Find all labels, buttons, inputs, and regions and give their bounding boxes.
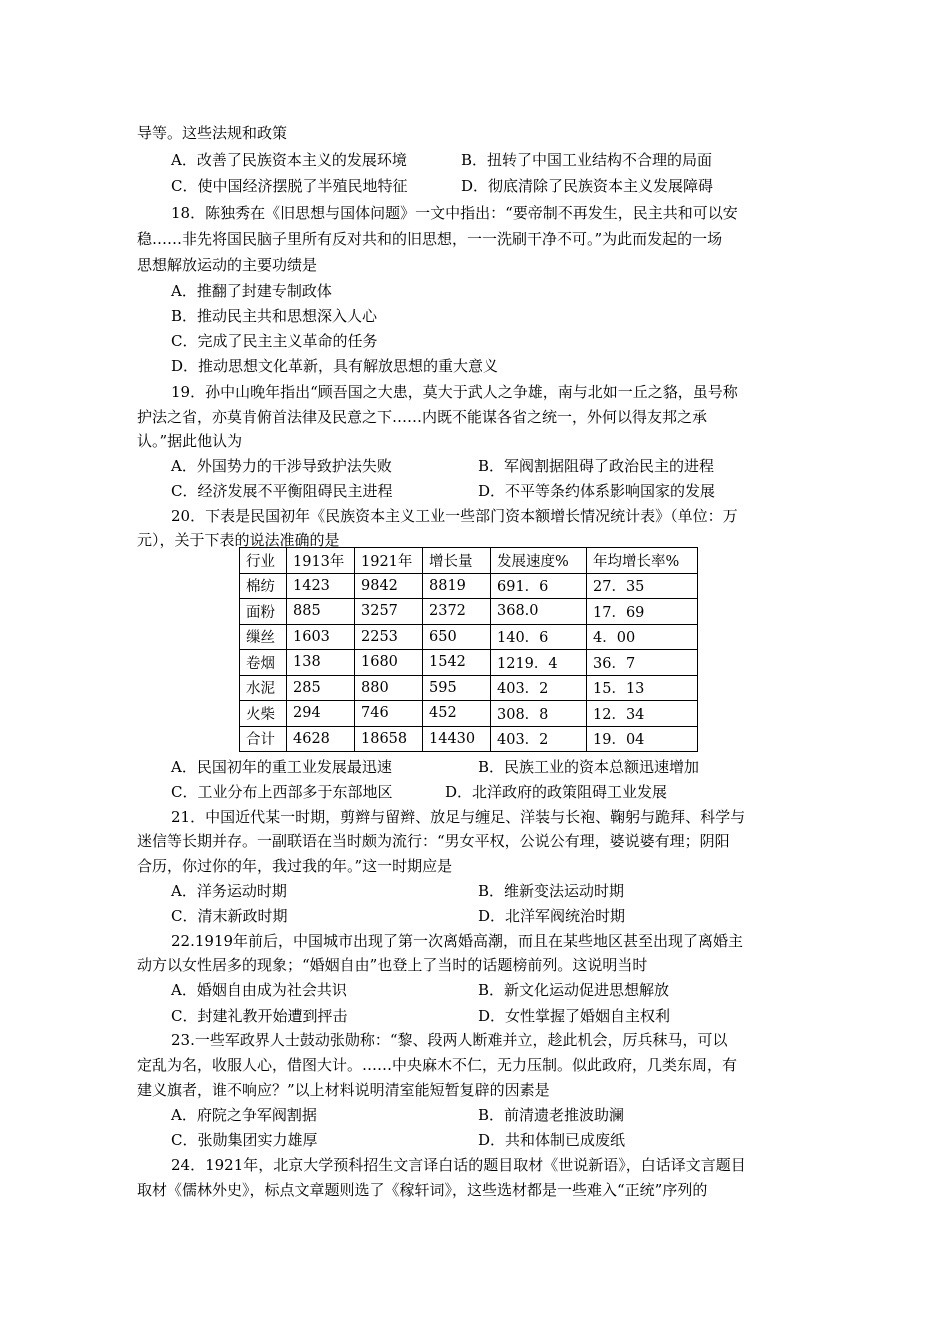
q18-option-c: C．完成了民主主义革命的任务 <box>171 332 378 350</box>
q20-option-a: A．民国初年的重工业发展最迅速 <box>171 758 392 776</box>
table-row <box>240 573 698 599</box>
table-cell: 卷烟 <box>240 650 287 676</box>
q18-option-b: B．推动民主共和思想深入人心 <box>171 307 378 325</box>
table-cell: 595 <box>423 675 491 701</box>
q20-stem-line: 元），关于下表的说法准确的是 <box>137 531 340 549</box>
q23-stem-line: 定乱为名，收服人心，借图大计。……中央麻木不仁，无力压制。似此政府，几类东周，有 <box>137 1056 738 1074</box>
table-cell: 15．13 <box>587 675 698 701</box>
table-row <box>240 650 698 676</box>
table-header-cell: 年均增长率% <box>587 548 698 574</box>
table-cell: 1680 <box>355 650 423 676</box>
table-cell: 691．6 <box>491 573 587 599</box>
table-cell: 合计 <box>240 726 287 752</box>
table-cell: 3257 <box>355 599 423 625</box>
table-row <box>240 675 698 701</box>
table-cell: 1219．4 <box>491 650 587 676</box>
table-row <box>240 599 698 625</box>
table-total-row <box>240 726 698 752</box>
q21-stem-line: 21．中国近代某一时期，剪辫与留辫、放足与缠足、洋装与长袍、鞠躬与跪拜、科学与 <box>171 808 746 826</box>
q19-option-a: A．外国势力的干涉导致护法失败 <box>171 457 392 475</box>
q17-option-c: C．使中国经济摆脱了半殖民地特征 <box>171 177 408 195</box>
q20-option-d: D．北洋政府的政策阻碍工业发展 <box>445 783 668 801</box>
table-cell: 12．34 <box>587 701 698 727</box>
table-cell: 308．8 <box>491 701 587 727</box>
q23-option-c: C．张勋集团实力雄厚 <box>171 1131 318 1149</box>
table-cell: 452 <box>423 701 491 727</box>
table-cell: 9842 <box>355 573 423 599</box>
q21-stem-line: 迷信等长期并存。一副联语在当时颇为流行：“男女平权，公说公有理，婆说婆有理；阴阳 <box>137 832 730 850</box>
table-cell: 4628 <box>287 726 355 752</box>
table-cell: 885 <box>287 599 355 625</box>
table-cell: 2253 <box>355 624 423 650</box>
q19-option-d: D．不平等条约体系影响国家的发展 <box>478 482 716 500</box>
q17-option-b: B．扭转了中国工业结构不合理的局面 <box>461 151 713 169</box>
q22-option-a: A．婚姻自由成为社会共识 <box>171 981 347 999</box>
q21-stem-line: 合历，你过你的年，我过我的年。”这一时期应是 <box>137 857 453 875</box>
q23-stem-line: 建义旗者，谁不响应？”以上材料说明清室能短暂复辟的因素是 <box>137 1081 550 1099</box>
q23-option-b: B．前清遗老推波助澜 <box>478 1106 625 1124</box>
table-cell: 285 <box>287 675 355 701</box>
q21-option-a: A．洋务运动时期 <box>171 882 287 900</box>
table-cell: 缫丝 <box>240 624 287 650</box>
table-cell: 27．35 <box>587 573 698 599</box>
q19-option-c: C．经济发展不平衡阻碍民主进程 <box>171 482 393 500</box>
table-cell: 138 <box>287 650 355 676</box>
q19-option-b: B．军阀割据阻碍了政治民主的进程 <box>478 457 715 475</box>
q23-option-a: A．府院之争军阀割据 <box>171 1106 317 1124</box>
q22-stem-line: 22.1919年前后，中国城市出现了第一次离婚高潮，而且在某些地区甚至出现了离婚主 <box>171 932 744 950</box>
table-cell: 14430 <box>423 726 491 752</box>
table-cell: 1542 <box>423 650 491 676</box>
capital-growth-table <box>239 547 698 752</box>
table-cell: 17．69 <box>587 599 698 625</box>
q20-stem-line: 20．下表是民国初年《民族资本主义工业一些部门资本额增长情况统计表》（单位：万 <box>171 507 738 525</box>
q18-stem-line: 思想解放运动的主要功绩是 <box>137 256 318 274</box>
table-row <box>240 701 698 727</box>
table-cell: 368.0 <box>491 599 587 625</box>
table-header-cell: 1921年 <box>355 548 423 574</box>
table-cell: 403．2 <box>491 675 587 701</box>
q18-stem-line: 稳……非先将国民脑子里所有反对共和的旧思想，一一洗刷干净不可。”为此而发起的一场 <box>137 230 723 248</box>
table-header-cell: 1913年 <box>287 548 355 574</box>
q17-option-d: D．彻底清除了民族资本主义发展障碍 <box>461 177 714 195</box>
q23-option-d: D．共和体制已成废纸 <box>478 1131 626 1149</box>
table-row <box>240 624 698 650</box>
table-cell: 650 <box>423 624 491 650</box>
table-cell: 36．7 <box>587 650 698 676</box>
q22-option-b: B．新文化运动促进思想解放 <box>478 981 670 999</box>
q17-stem-tail: 导等。这些法规和政策 <box>137 124 288 142</box>
q22-option-d: D．女性掌握了婚姻自主权利 <box>478 1007 671 1025</box>
q21-option-c: C．清末新政时期 <box>171 907 288 925</box>
q19-stem-line: 认。”据此他认为 <box>137 432 243 450</box>
table-header-cell: 增长量 <box>423 548 491 574</box>
q18-option-a: A．推翻了封建专制政体 <box>171 282 332 300</box>
table-cell: 1423 <box>287 573 355 599</box>
q24-stem-line: 24．1921年，北京大学预科招生文言译白话的题目取材《世说新语》，白话译文言题目 <box>171 1156 746 1174</box>
table-cell: 火柴 <box>240 701 287 727</box>
table-header-cell: 发展速度% <box>491 548 587 574</box>
table-cell: 棉纺 <box>240 573 287 599</box>
table-cell: 403．2 <box>491 726 587 752</box>
table-cell: 294 <box>287 701 355 727</box>
table-cell: 面粉 <box>240 599 287 625</box>
table-cell: 140．6 <box>491 624 587 650</box>
q20-option-c: C．工业分布上西部多于东部地区 <box>171 783 393 801</box>
q22-stem-line: 动方以女性居多的现象；“婚姻自由”也登上了当时的话题榜前列。这说明当时 <box>137 956 648 974</box>
q22-option-c: C．封建礼教开始遭到抨击 <box>171 1007 348 1025</box>
table-cell: 8819 <box>423 573 491 599</box>
q18-stem-line: 18．陈独秀在《旧思想与国体问题》一文中指出：“要帝制不再发生，民主共和可以安 <box>171 204 738 222</box>
table-header-cell: 行业 <box>240 548 287 574</box>
q17-option-a: A．改善了民族资本主义的发展环境 <box>171 151 407 169</box>
table-cell: 1603 <box>287 624 355 650</box>
table-cell: 18658 <box>355 726 423 752</box>
q23-stem-line: 23.一些军政界人士鼓动张勋称：“黎、段两人断难并立，趁此机会，厉兵秣马，可以 <box>171 1031 728 1049</box>
table-cell: 水泥 <box>240 675 287 701</box>
q21-option-d: D．北洋军阀统治时期 <box>478 907 626 925</box>
q21-option-b: B．维新变法运动时期 <box>478 882 625 900</box>
table-cell: 880 <box>355 675 423 701</box>
table-cell: 19．04 <box>587 726 698 752</box>
table-cell: 2372 <box>423 599 491 625</box>
q19-stem-line: 19．孙中山晚年指出“顾吾国之大患，莫大于武人之争雄，南与北如一丘之貉，虽号称 <box>171 383 738 401</box>
q18-option-d: D．推动思想文化革新，具有解放思想的重大意义 <box>171 357 499 375</box>
q24-stem-line: 取材《儒林外史》，标点文章题则选了《稼轩词》，这些选材都是一些难入“正统”序列的 <box>137 1181 708 1199</box>
q20-option-b: B．民族工业的资本总额迅速增加 <box>478 758 700 776</box>
table-cell: 4．00 <box>587 624 698 650</box>
table-header-row <box>240 548 698 574</box>
table-cell: 746 <box>355 701 423 727</box>
q19-stem-line: 护法之省，亦莫肯俯首法律及民意之下……内既不能谋各省之统一，外何以得友邦之承 <box>137 408 708 426</box>
